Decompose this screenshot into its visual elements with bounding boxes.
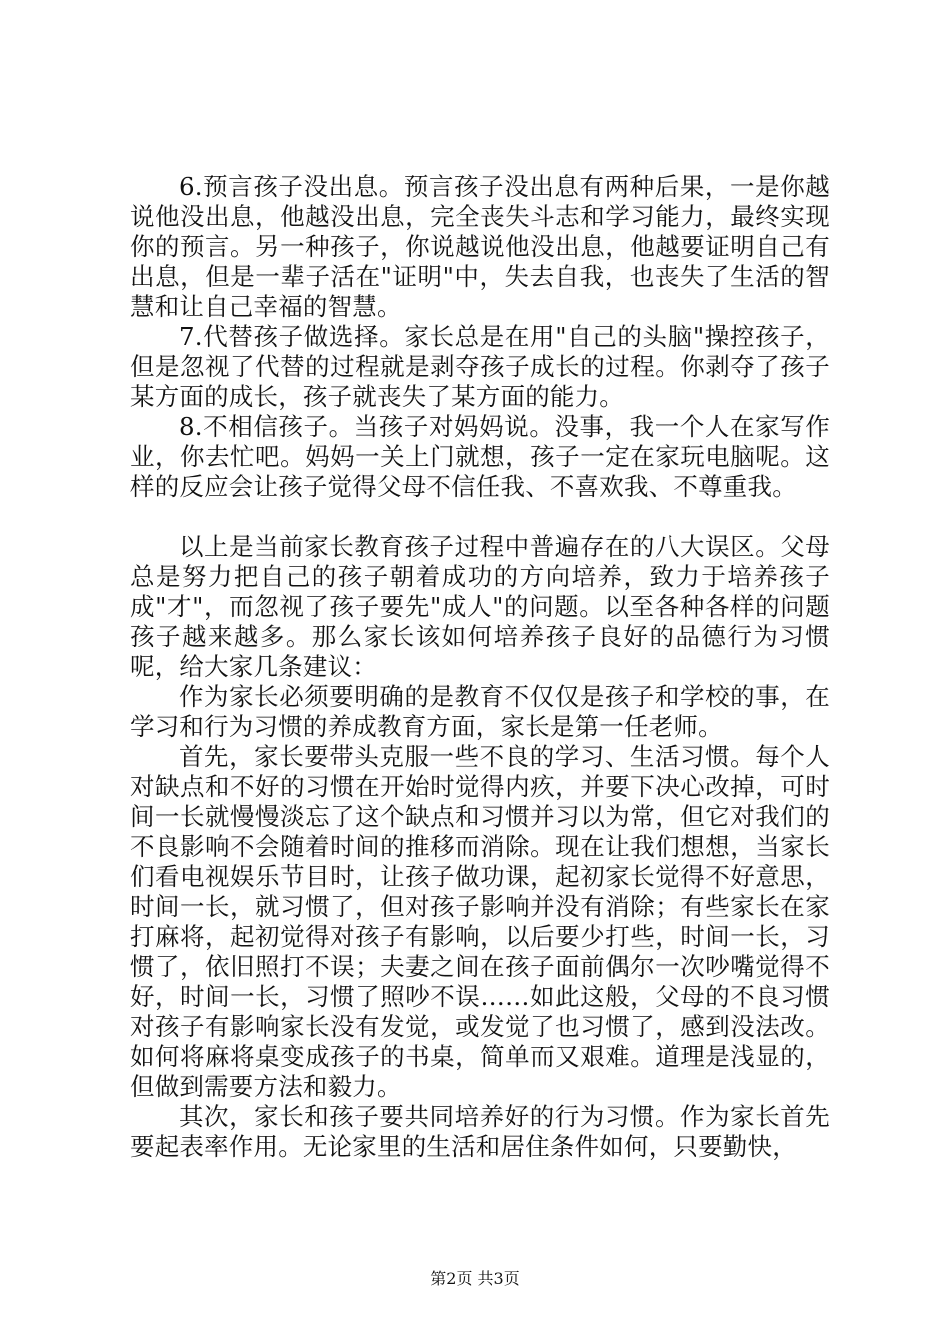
paragraph-first: 首先，家长要带头克服一些不良的学习、生活习惯。每个人对缺点和不好的习惯在开始时觉得内疚，并要下决心改掉，可时间一长就慢慢淡忘了这个缺点和习惯并习以为常，但它对我们的不良影响不会随着时间的推移而消除。现在让我们想想，当家长们看电视娱乐节目时，让孩子做功课，起初家长觉得不好意思，时间一长，就习惯了，但对孩子影响并没有消除；有些家长在家打麻将，起初觉得对孩子有影响，以后要少打些，时间一长，习惯了，依旧照打不误；夫妻之间在孩子面前偶尔一次吵嘴觉得不好，时间一长，习惯了照吵不误……如此这般，父母的不良习惯对孩子有影响家长没有发觉，或发觉了也习惯了，感到没法改。如何将麻将桌变成孩子的书桌，简单而又艰难。道理是浅显的，但做到需要方法和毅力。: [130, 742, 830, 1101]
document-body: [130, 172, 830, 1162]
paragraph-second: 其次，家长和孩子要共同培养好的行为习惯。作为家长首先要起表率作用。无论家里的生活和居住条件如何，只要勤快，: [130, 1102, 830, 1161]
paragraph-parent-role: 作为家长必须要明确的是教育不仅仅是孩子和学校的事，在学习和行为习惯的养成教育方面，家长是第一任老师。: [130, 682, 830, 741]
page-footer: 第2页 共3页: [430, 1269, 520, 1288]
paragraph-point-8: 8.不相信孩子。当孩子对妈妈说。没事，我一个人在家写作业，你去忙吧。妈妈一关上门就想，孩子一定在家玩电脑呢。这样的反应会让孩子觉得父母不信任我、不喜欢我、不尊重我。: [130, 412, 830, 501]
paragraph-point-7: 7.代替孩子做选择。家长总是在用"自己的头脑"操控孩子，但是忽视了代替的过程就是剥夺孩子成长的过程。你剥夺了孩子某方面的成长，孩子就丧失了某方面的能力。: [130, 322, 830, 411]
paragraph-summary: 以上是当前家长教育孩子过程中普遍存在的八大误区。父母总是努力把自己的孩子朝着成功的方向培养，致力于培养孩子成"才"，而忽视了孩子要先"成人"的问题。以至各种各样的问题孩子越来越多。那么家长该如何培养孩子良好的品德行为习惯呢，给大家几条建议：: [130, 532, 830, 681]
paragraph-point-6: 6.预言孩子没出息。预言孩子没出息有两种后果，一是你越说他没出息，他越没出息，完全丧失斗志和学习能力，最终实现你的预言。另一种孩子，你说越说他没出息，他越要证明自己有出息，但是一辈子活在"证明"中，失去自我，也丧失了生活的智慧和让自己幸福的智慧。: [130, 172, 830, 321]
